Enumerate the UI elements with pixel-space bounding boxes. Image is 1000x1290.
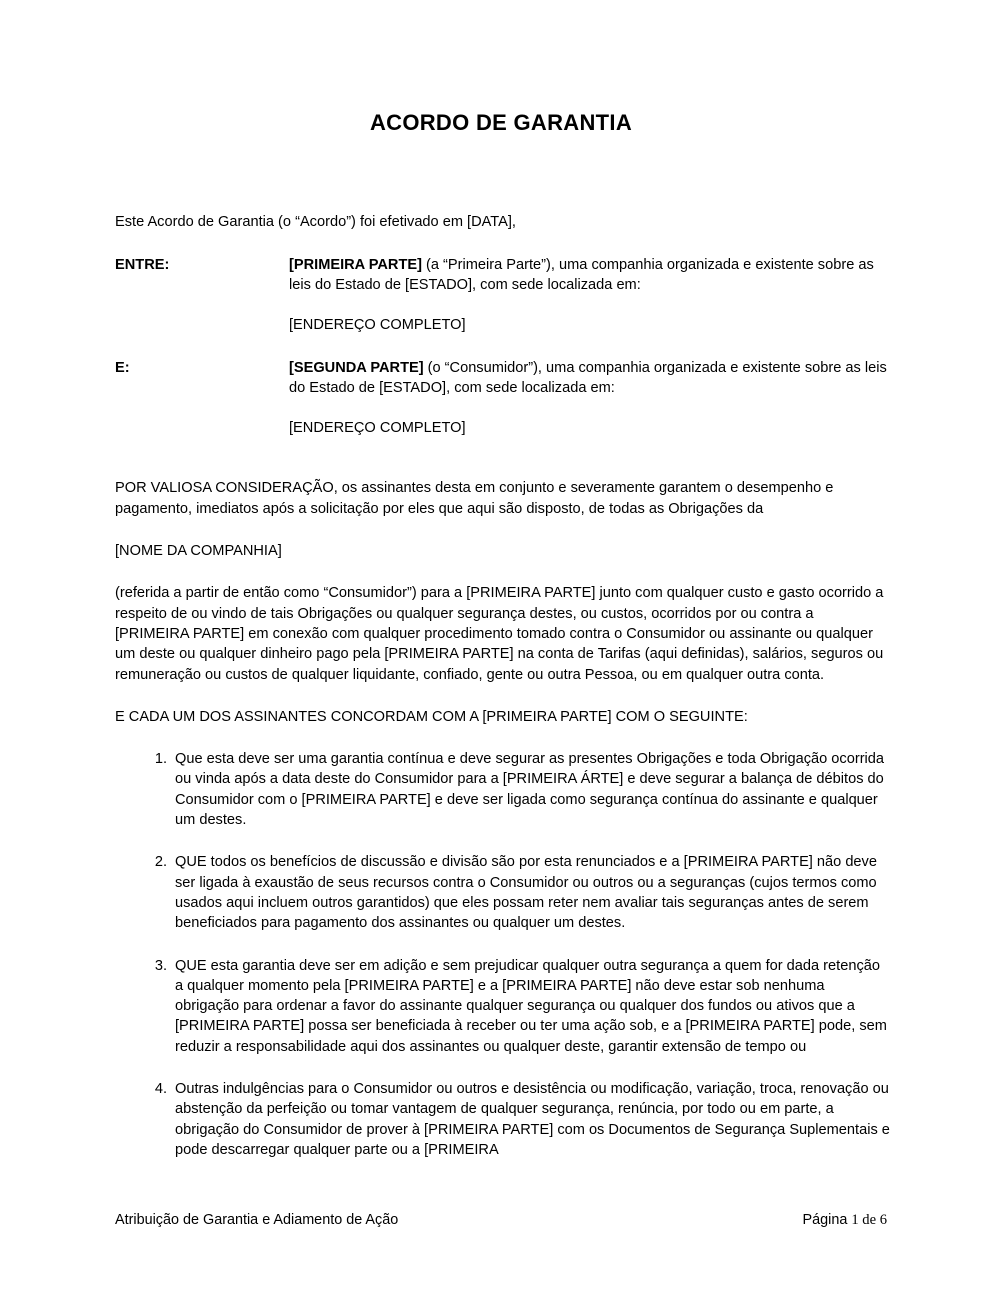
footer-page-value: 1 de 6: [851, 1212, 887, 1228]
clause-number: 2.: [154, 854, 167, 871]
clause-item: [115, 749, 890, 830]
clause-text: Outras indulgências para o Consumidor ou outros e desistência ou modificação, variação, troca, renovação ou abstenção da perfeição ou tomar vantagem de qualquer segurança, renúncia, por todo ou em parte, a obrigação do Consumidor de prover à [PRIMEIRA PARTE] com os Documentos de Segurança Suplementais e pode descarregar qualquer parte ou a [PRIMEIRA: [175, 1081, 890, 1158]
clause-text: Que esta deve ser uma garantia contínua e deve segurar as presentes Obrigações e toda Obrigação ocorrida ou vinda após a data deste do Consumidor para a [PRIMEIRA ÁRTE] e deve segurar a balança de débitos do Consumidor com o [PRIMEIRA PARTE] e deve ser ligada como segurança contínua do assinante e qualquer um destes.: [175, 751, 885, 829]
clause-item: [115, 1079, 890, 1160]
consideration-paragraph: POR VALIOSA CONSIDERAÇÃO, os assinantes desta em conjunto e severamente garantem o desempenho e pagamento, imediatos após a solicitação por eles que aqui são disposto, de todas as Obrigações da: [115, 480, 834, 517]
party-name-second: [SEGUNDA PARTE]: [289, 359, 424, 376]
footer-page-label: Página: [802, 1212, 848, 1228]
clause-item: [115, 956, 890, 1057]
party-name-first: [PRIMEIRA PARTE]: [289, 256, 422, 273]
party-label-e: E:: [115, 359, 130, 376]
agreement-lead-line: E CADA UM DOS ASSINANTES CONCORDAM COM A [PRIMEIRA PARTE] COM O SEGUINTE:: [115, 708, 748, 725]
clause-number: 4.: [154, 1081, 167, 1097]
clause-item: [115, 852, 890, 933]
page-title: ACORDO DE GARANTIA: [369, 110, 633, 135]
party-text-second: (o “Consumidor”), uma companhia organizada e existente sobre as leis do Estado de [ESTADO], com sede localizada em:: [289, 359, 887, 396]
intro-paragraph: Este Acordo de Garantia (o “Acordo”) foi efetivado em [DATA],: [115, 214, 516, 231]
party-description-first: [289, 255, 887, 336]
document-body: [115, 0, 890, 1160]
party-text-first: (a “Primeira Parte”), uma companhia organizada e existente sobre as leis do Estado de [ESTADO], com sede localizada em:: [289, 256, 874, 293]
page-footer: [115, 1210, 887, 1230]
party-address-first: [ENDEREÇO COMPLETO]: [289, 317, 466, 334]
party-block-second: [115, 358, 887, 439]
party-label-entre: ENTRE:: [115, 256, 170, 273]
recital-paragraph: (referida a partir de então como “Consumidor”) para a [PRIMEIRA PARTE] junto com qualquer custo e gasto ocorrido a respeito de ou vindo de tais Obrigações ou qualquer segurança destes, ou custos, ocorridos por ou contra a [PRIMEIRA PARTE] em conexão com qualquer procedimento tomado contra o Consumidor ou assinante ou qualquer um deste ou qualquer dinheiro pago pela [PRIMEIRA PARTE] na conta de Tarifas (aqui definidas), salários, seguros ou remuneração ou custos de qualquer liquidante, confiado, gente ou outra Pessoa, ou em qualquer outra conta.: [115, 585, 884, 683]
footer-page-number: [803, 1210, 887, 1230]
clause-number: 3.: [154, 957, 167, 974]
footer-document-title: Atribuição de Garantia e Adiamento de Ação: [115, 1212, 399, 1228]
clause-number: 1.: [154, 751, 167, 768]
clause-list: [115, 749, 890, 1160]
party-block-first: [115, 255, 887, 336]
party-address-second: [ENDEREÇO COMPLETO]: [289, 420, 466, 437]
clause-text: QUE todos os benefícios de discussão e divisão são por esta renunciados e a [PRIMEIRA PARTE] não deve ser ligada à exaustão de seus recursos contra o Consumidor ou outros ou a seguranças (cujos termos como usados aqui incluem outros garantidos) que eles possam reter nem avaliar tais seguranças antes de serem beneficiados para pagamento dos assinantes ou qualquer um destes.: [175, 854, 877, 932]
company-name-line: [NOME DA COMPANHIA]: [115, 543, 282, 560]
party-description-second: [289, 358, 887, 439]
clause-text: QUE esta garantia deve ser em adição e sem prejudicar qualquer outra segurança a quem for dada retenção a qualquer momento pela [PRIMEIRA PARTE] e a [PRIMEIRA PARTE] não deve estar sob nenhuma obrigação para ordenar a favor do assinante qualquer segurança ou qualquer dos fundos ou ativos que a [PRIMEIRA PARTE] possa ser beneficiada à receber ou ter uma ação sob, e a [PRIMEIRA PARTE] pode, sem reduzir a responsabilidade aqui dos assinantes ou qualquer deste, garantir extensão de tempo ou: [175, 957, 887, 1055]
